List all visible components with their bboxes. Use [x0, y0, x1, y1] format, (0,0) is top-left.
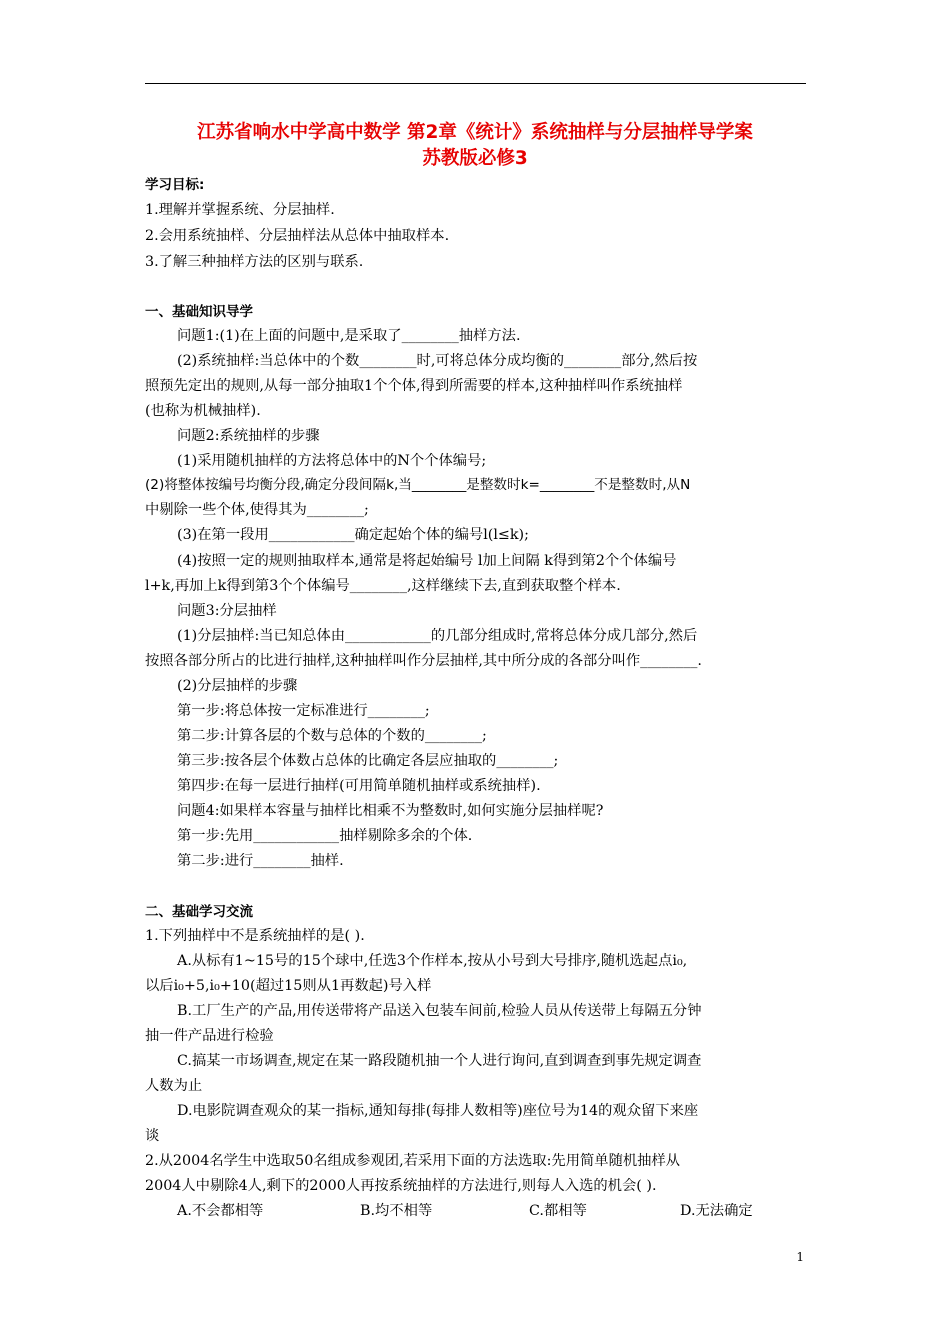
q3-steps-heading: (2)分层抽样的步骤	[177, 678, 298, 694]
exercise2-option-b: B.均不相等	[360, 1203, 433, 1219]
goal-1: 1.理解并掌握系统、分层抽样.	[145, 202, 335, 218]
q3-line2: 按照各部分所占的比进行抽样,这种抽样叫作分层抽样,其中所分成的各部分叫作________.	[145, 653, 702, 669]
q4-heading: 问题4:如果样本容量与抽样比相乘不为整数时,如何实施分层抽样呢?	[177, 803, 604, 819]
exercise1-option-b-line1: B.工厂生产的产品,用传送带将产品送入包装车间前,检验人员从传送带上每隔五分钟	[177, 1003, 702, 1019]
exercise2-question-line1: 2.从2004名学生中选取50名组成参观团,若采用下面的方法选取:先用简单随机抽样从	[145, 1153, 681, 1169]
q1-line2: (2)系统抽样:当总体中的个数________时,可将总体分成均衡的________部分,然后按	[177, 353, 698, 369]
section1-heading: 一、基础知识导学	[145, 304, 253, 320]
q4-step2: 第二步:进行________抽样.	[177, 853, 344, 869]
exercise1-option-c-line1: C.搞某一市场调查,规定在某一路段随机抽一个人进行询问,直到调查到事先规定调查	[177, 1053, 702, 1069]
exercise2-option-d: D.无法确定	[680, 1203, 753, 1219]
q3-step3: 第三步:按各层个体数占总体的比确定各层应抽取的________;	[177, 753, 559, 769]
exercise1-option-b-line2: 抽一件产品进行检验	[145, 1028, 274, 1044]
q2-step1: (1)采用随机抽样的方法将总体中的N个个体编号;	[177, 453, 487, 469]
goals-heading: 学习目标:	[145, 177, 205, 193]
header-rule	[145, 83, 806, 84]
q3-heading: 问题3:分层抽样	[177, 603, 277, 619]
q2-step2: (2)将整体按编号均衡分段,确定分段间隔k,当________是整数时k=________不是整数时,从N	[145, 477, 691, 493]
q1-line1: 问题1:(1)在上面的问题中,是采取了________抽样方法.	[177, 328, 521, 344]
q2-step4: (4)按照一定的规则抽取样本,通常是将起始编号 l加上间隔 k得到第2个个体编号	[177, 553, 677, 569]
q3-step1: 第一步:将总体按一定标准进行________;	[177, 703, 430, 719]
page-number: 1	[796, 1250, 804, 1264]
q2-step2-cont: 中剔除一些个体,使得其为________;	[145, 502, 369, 518]
q2-heading: 问题2:系统抽样的步骤	[177, 428, 320, 444]
exercise1-option-a-line2: 以后i₀+5,i₀+10(超过15则从1再数起)号入样	[145, 978, 432, 994]
q4-step1: 第一步:先用____________抽样剔除多余的个体.	[177, 828, 473, 844]
q3-step2: 第二步:计算各层的个数与总体的个数的________;	[177, 728, 487, 744]
section2-heading: 二、基础学习交流	[145, 904, 253, 920]
exercise1-option-c-line2: 人数为止	[145, 1078, 203, 1094]
exercise2-option-c: C.都相等	[529, 1203, 587, 1219]
exercise1-question: 1.下列抽样中不是系统抽样的是( ).	[145, 928, 365, 944]
q1-line4: (也称为机械抽样).	[145, 403, 261, 419]
exercise1-option-a-line1: A.从标有1~15号的15个球中,任选3个作样本,按从小号到大号排序,随机选起点i₀,	[177, 953, 688, 969]
q3-line1: (1)分层抽样:当已知总体由____________的几部分组成时,常将总体分成几部分,然后	[177, 628, 698, 644]
exercise2-question-line2: 2004人中剔除4人,剩下的2000人再按系统抽样的方法进行,则每人入选的机会( ).	[145, 1178, 657, 1194]
exercise2-option-a: A.不会都相等	[177, 1203, 264, 1219]
q1-line3: 照预先定出的规则,从每一部分抽取1个个体,得到所需要的样本,这种抽样叫作系统抽样	[145, 378, 683, 394]
doc-title-line1: 江苏省响水中学高中数学 第2章《统计》系统抽样与分层抽样导学案	[197, 122, 753, 143]
goal-3: 3.了解三种抽样方法的区别与联系.	[145, 254, 364, 270]
q2-step3: (3)在第一段用____________确定起始个体的编号l(l≤k);	[177, 527, 529, 543]
doc-title-line2: 苏教版必修3	[422, 148, 528, 169]
goal-2: 2.会用系统抽样、分层抽样法从总体中抽取样本.	[145, 228, 450, 244]
exercise1-option-d-line2: 谈	[145, 1128, 160, 1144]
exercise1-option-d-line1: D.电影院调查观众的某一指标,通知每排(每排人数相等)座位号为14的观众留下来座	[177, 1103, 699, 1119]
q2-step4-cont: l+k,再加上k得到第3个个体编号________,这样继续下去,直到获取整个样本.	[145, 578, 621, 594]
q3-step4: 第四步:在每一层进行抽样(可用简单随机抽样或系统抽样).	[177, 778, 541, 794]
